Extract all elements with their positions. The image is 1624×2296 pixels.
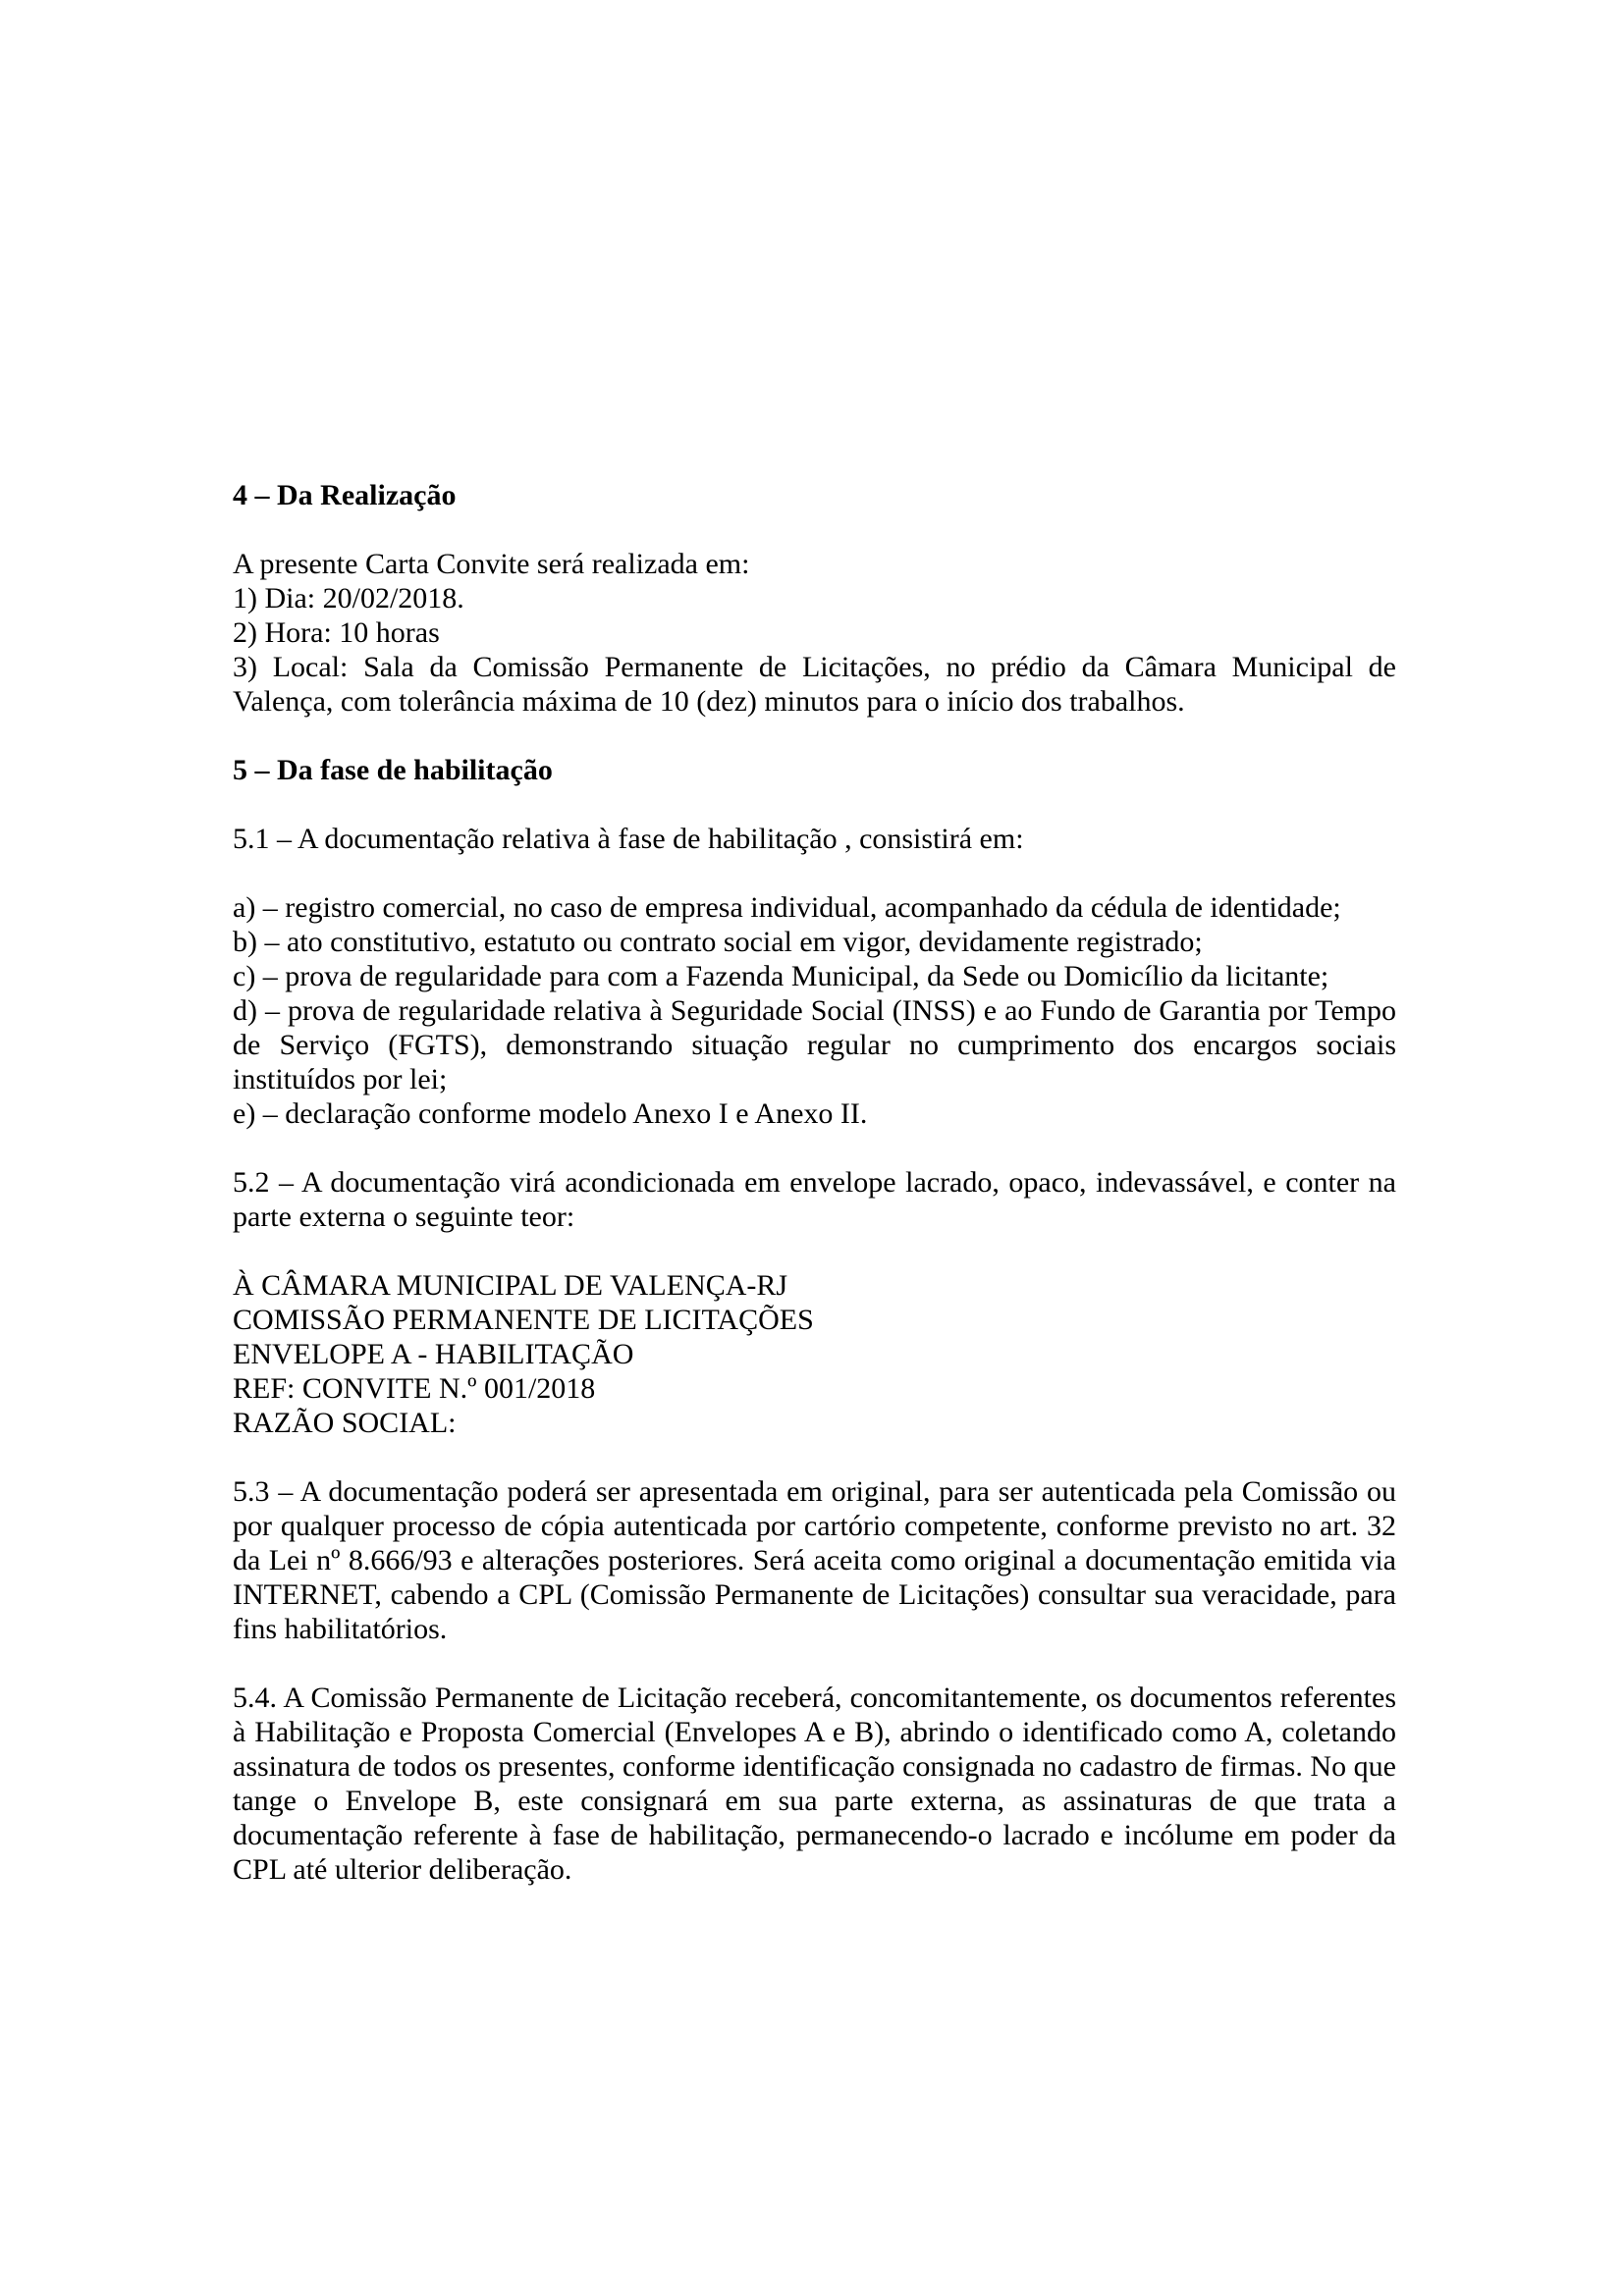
requirement-item-d: d) – prova de regularidade relativa à Seguridade Social (INSS) e ao Fundo de Garantia por Tempo de Serviço (FGTS), demonstrando situação regular no cumprimento dos encargos sociais instituídos por lei; — [233, 994, 1396, 1095]
requirement-item-c: c) – prova de regularidade para com a Fazenda Municipal, da Sede ou Domicílio da licitante; — [233, 960, 1329, 992]
realizacao-item-local: 3) Local: Sala da Comissão Permanente de Licitações, no prédio da Câmara Municipal de Valença, com tolerância máxima de 10 (dez) minutos para o início dos trabalhos. — [233, 651, 1396, 718]
envelope-line-razao-social: RAZÃO SOCIAL: — [233, 1407, 457, 1439]
section-4-realizacao-paragraph — [233, 547, 1396, 719]
clause-5-1: 5.1 – A documentação relativa à fase de habilitação , consistirá em: — [233, 823, 1024, 855]
requirement-item-e: e) – declaração conforme modelo Anexo I e Anexo II. — [233, 1097, 868, 1130]
section-5-heading: 5 – Da fase de habilitação — [233, 754, 553, 786]
requirement-item-a: a) – registro comercial, no caso de empresa individual, acompanhado da cédula de identidade; — [233, 891, 1341, 924]
envelope-line-comissao: COMISSÃO PERMANENTE DE LICITAÇÕES — [233, 1304, 814, 1336]
realizacao-intro: A presente Carta Convite será realizada em: — [233, 548, 750, 580]
clause-5-2: 5.2 – A documentação virá acondicionada em envelope lacrado, opaco, indevassável, e conter na parte externa o seguinte teor: — [233, 1166, 1396, 1233]
realizacao-item-hora: 2) Hora: 10 horas — [233, 616, 440, 649]
clause-5-3: 5.3 – A documentação poderá ser apresentada em original, para ser autenticada pela Comissão ou por qualquer processo de cópia autenticada por cartório competente, conforme previsto no art. 32 da Lei nº 8.666/93 e alterações posteriores. Será aceita como original a documentação emitida via INTERNET, cabendo a CPL (Comissão Permanente de Licitações) consultar sua veracidade, para fins habilitatórios. — [233, 1475, 1396, 1645]
envelope-line-camara: À CÂMARA MUNICIPAL DE VALENÇA-RJ — [233, 1269, 788, 1302]
document-content — [233, 478, 1396, 1887]
realizacao-item-dia: 1) Dia: 20/02/2018. — [233, 582, 464, 614]
clause-5-4: 5.4. A Comissão Permanente de Licitação receberá, concomitantemente, os documentos referentes à Habilitação e Proposta Comercial (Envelopes A e B), abrindo o identificado como A, coletando assinatura de todos os presentes, conforme identificação consignada no cadastro de firmas. No que tange o Envelope B, este consignará em sua parte externa, as assinaturas de que trata a documentação referente à fase de habilitação, permanecendo-o lacrado e incólume em poder da CPL até ulterior deliberação. — [233, 1682, 1396, 1886]
envelope-label-block — [233, 1268, 1396, 1440]
requirement-item-b: b) – ato constitutivo, estatuto ou contrato social em vigor, devidamente registrado; — [233, 926, 1203, 958]
envelope-line-envelope-a: ENVELOPE A - HABILITAÇÃO — [233, 1338, 634, 1370]
section-4-heading: 4 – Da Realização — [233, 479, 457, 511]
habilitation-requirements-list — [233, 890, 1396, 1131]
envelope-line-ref: REF: CONVITE N.º 001/2018 — [233, 1372, 596, 1405]
